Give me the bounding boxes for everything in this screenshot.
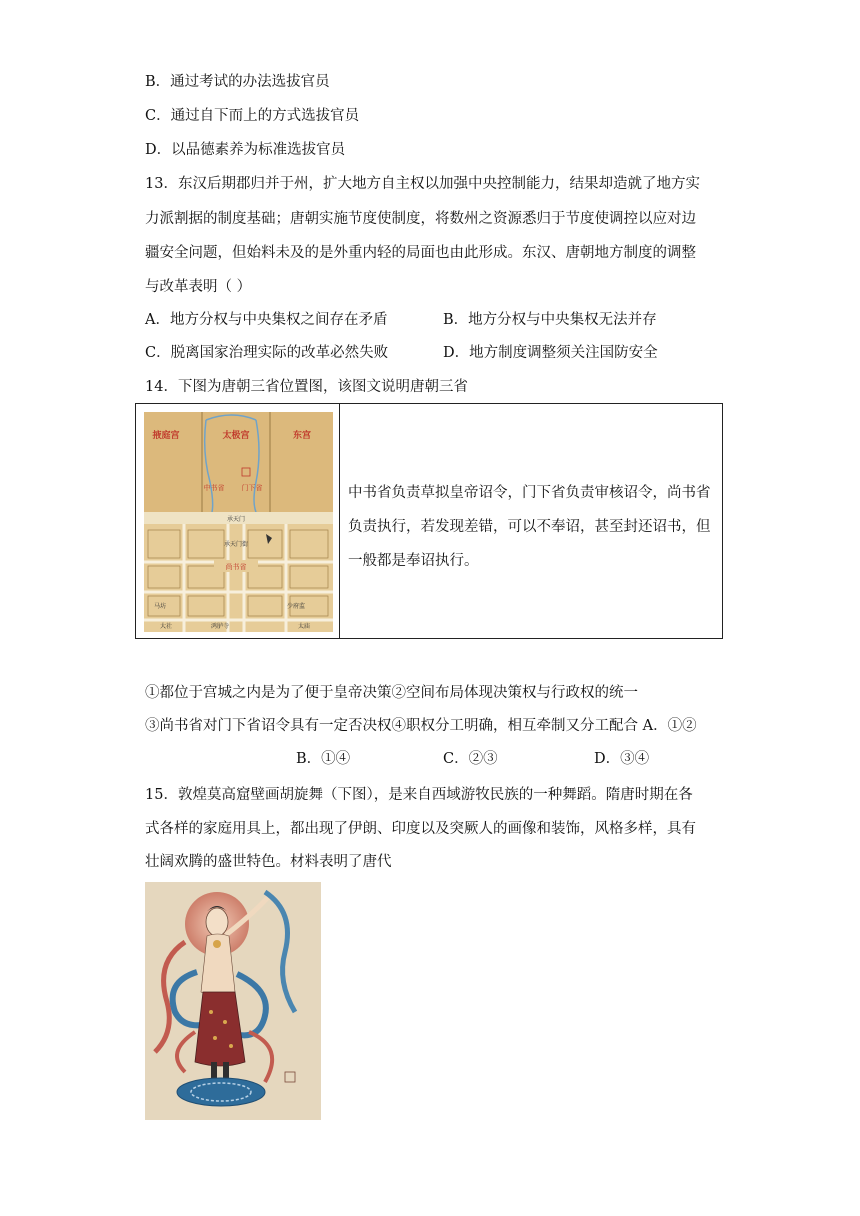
q13-option-d: D．地方制度调整须关注国防安全 bbox=[443, 345, 658, 361]
map-label-shangshu: 尚书省 bbox=[225, 563, 247, 571]
q13-stem-line-4: 与改革表明（ ） bbox=[145, 279, 252, 295]
map-label-menxia: 门下省 bbox=[241, 484, 263, 492]
q14-table bbox=[135, 403, 723, 639]
q14-option-d: D．③④ bbox=[594, 751, 650, 767]
map-label-zhongshu: 中书省 bbox=[203, 484, 225, 492]
tang-three-departments-map bbox=[144, 412, 333, 632]
q13-stem-line-3: 疆安全问题，但始料未及的是外重内轻的局面也由此形成。东汉、唐朝地方制度的调整 bbox=[145, 245, 696, 261]
map-label-dong: 东宫 bbox=[292, 431, 312, 441]
map-label-taiji: 太极宫 bbox=[222, 431, 250, 441]
q12-option-c: C．通过自下而上的方式选拔官员 bbox=[145, 108, 360, 124]
q14-option-b: B．①④ bbox=[296, 751, 351, 767]
map-label-taimiao: 太庙 bbox=[297, 623, 311, 630]
q13-option-b: B．地方分权与中央集权无法并存 bbox=[443, 312, 657, 328]
q15-stem-line-2: 式各样的家庭用具上，都出现了伊朗、印度以及突厥人的画像和装饰，风格多样，具有 bbox=[145, 821, 696, 837]
q12-option-d: D．以品德素养为标准选拔官员 bbox=[145, 142, 346, 158]
q14-statement-line-2: ③尚书省对门下省诏令具有一定否决权④职权分工明确，相互牵制又分工配合 A．①② bbox=[145, 718, 697, 734]
map-label-honglu: 鸿胪寺 bbox=[210, 623, 230, 630]
map-label-shaofu: 少府监 bbox=[286, 603, 306, 610]
map-label-chengtian: 承天门 bbox=[226, 516, 246, 523]
map-label-yeting: 掖庭宫 bbox=[152, 431, 180, 441]
q14-stem: 14．下图为唐朝三省位置图，该图文说明唐朝三省 bbox=[145, 379, 468, 395]
q13-option-c: C．脱离国家治理实际的改革必然失败 bbox=[145, 345, 389, 361]
q15-stem-line-3: 壮阔欢腾的盛世特色。材料表明了唐代 bbox=[145, 854, 392, 870]
q12-option-b: B．通过考试的办法选拔官员 bbox=[145, 74, 330, 90]
map-label-mafang: 马坊 bbox=[153, 603, 167, 610]
q13-stem-line-2: 力派割据的制度基础；唐朝实施节度使制度，将数州之资源悉归于节度使调控以应对边 bbox=[145, 211, 696, 227]
q14-table-text: 中书省负责草拟皇帝诏令，门下省负责审核诏令，尚书省负责执行，若发现差错，可以不奉诏，甚至封还诏书，但一般都是奉诏执行。 bbox=[348, 485, 711, 569]
q14-statement-line-1: ①都位于宫城之内是为了便于皇帝决策②空间布局体现决策权与行政权的统一 bbox=[145, 685, 638, 701]
table-divider bbox=[339, 404, 340, 638]
map-label-dashe: 大社 bbox=[159, 623, 173, 630]
q15-stem-line-1: 15．敦煌莫高窟壁画胡旋舞（下图），是来自西域游牧民族的一种舞蹈。隋唐时期在各 bbox=[145, 787, 693, 803]
q13-stem-line-1: 13．东汉后期郡归并于州，扩大地方自主权以加强中央控制能力，结果却造就了地方实 bbox=[145, 176, 700, 192]
q13-option-a: A．地方分权与中央集权之间存在矛盾 bbox=[145, 312, 388, 328]
map-label-chengtian-street: 承天门街 bbox=[223, 541, 249, 548]
huxuan-dance-mural-image bbox=[145, 882, 321, 1120]
q14-option-c: C．②③ bbox=[443, 751, 498, 767]
